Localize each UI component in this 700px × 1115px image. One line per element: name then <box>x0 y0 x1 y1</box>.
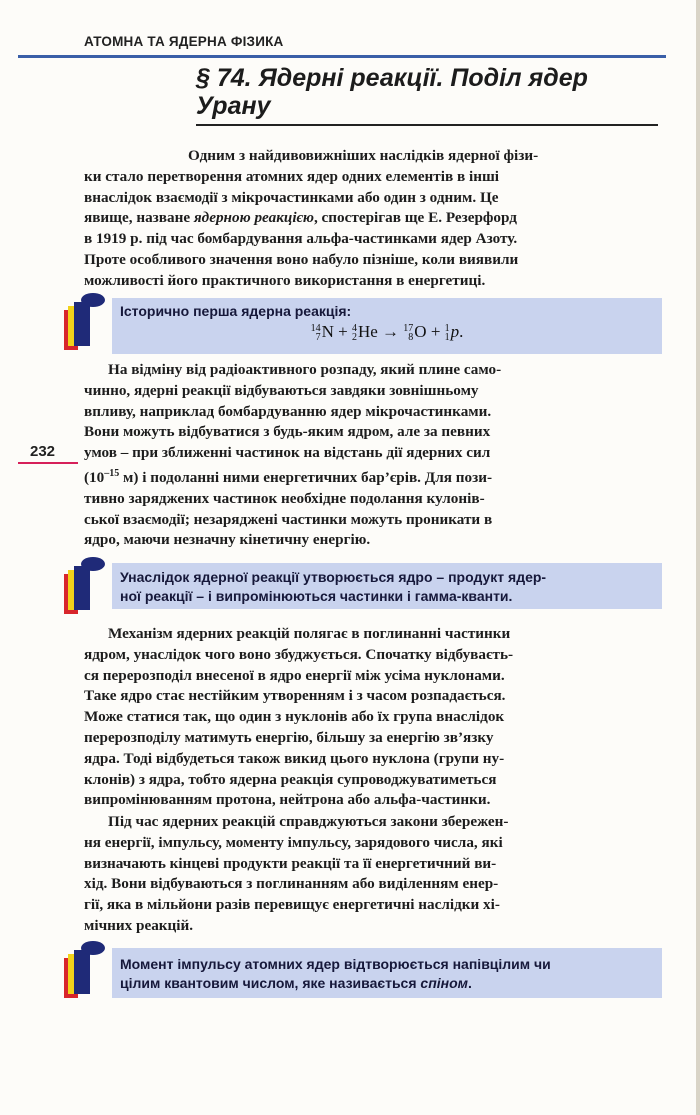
exponent: –15 <box>104 467 120 479</box>
section-title-line2: Урану <box>196 92 271 120</box>
text-line: Вони можуть відбуватися з будь-яким ядром, але за певних <box>84 423 491 441</box>
text-line: визначають кінцеві продукти реакції та її енергетичний ви- <box>84 854 497 872</box>
text-line: хід. Вони відбуваються з поглинанням або виділенням енер- <box>84 875 499 893</box>
text-line: ся перерозподіл внесеної в ядро енергії між усіма нуклонами. <box>84 666 505 684</box>
nitrogen-nuclide-indices: 14 7 <box>310 323 321 344</box>
proton-symbol: p <box>450 322 460 341</box>
term-spin: спіном <box>420 975 468 991</box>
text-line: Одним з найдивовижніших наслідків ядерної фізи- <box>188 147 539 164</box>
oxygen-nuclide-indices: 17 8 <box>403 323 414 344</box>
page-edge <box>696 0 700 1115</box>
text-line: Під час ядерних реакцій справджуються закони збережен- <box>108 813 509 830</box>
info-icon <box>60 940 106 1002</box>
helium-symbol: He <box>357 322 378 341</box>
term-nuclear-reaction: ядерною реакцією <box>193 209 314 227</box>
text-line: ської взаємодії; незаряджені частинки можуть проникати в <box>84 510 493 528</box>
text-line: гії, яка в мільйони разів перевищує енергетичні наслідки хі- <box>84 896 500 914</box>
page-number-rule <box>18 462 78 464</box>
oxygen-symbol: O <box>414 322 427 341</box>
text-line: ядром, унаслідок чого воно збуджується. Спочатку відбуваєть- <box>84 645 514 663</box>
plus-sign: + <box>430 322 441 341</box>
header-rule <box>18 55 666 58</box>
text-line: явище, назване <box>84 209 194 227</box>
text-line: На відміну від радіоактивного розпаду, який плине само- <box>108 361 502 378</box>
title-rule <box>196 124 658 126</box>
info-icon <box>60 292 106 354</box>
reaction-formula <box>120 322 654 342</box>
formula-period: . <box>459 322 464 341</box>
note-line: Унаслідок ядерної реакції утворюється ядро – продукт ядер- <box>120 569 547 585</box>
text-line: м) і подоланні ними енергетичних бар’єрів. Для пози- <box>119 469 493 487</box>
note-line: ної реакції – і випромінюються частинки і гамма-кванти. <box>120 588 513 604</box>
paragraph-mechanism <box>84 624 658 811</box>
text-line: умов – при зближенні частинок на відстань дії ядерних сил <box>84 444 491 462</box>
text-line: можливості його практичного використання в енергетиці. <box>84 271 486 289</box>
note-nuclear-spin <box>112 948 662 998</box>
note-heading: Історично перша ядерна реакція: <box>120 303 352 319</box>
note-line: Момент імпульсу атомних ядер відтворюється напівцілим чи <box>120 956 551 972</box>
page-number: 232 <box>30 443 56 460</box>
text-line: клонів) з ядра, тобто ядерна реакція супроводжуватиметься <box>84 770 497 788</box>
plus-sign: + <box>338 322 348 341</box>
paragraph-intro <box>84 146 658 292</box>
section-title <box>196 64 658 120</box>
section-title-line1: § 74. Ядерні реакції. Поділ ядер <box>196 64 588 92</box>
text-line: мічних реакцій. <box>84 916 194 934</box>
text-line: Таке ядро стає нестійким утворенням і з часом розпадається. <box>84 687 506 705</box>
text-line: перерозподілу матимуть енергію, більшу за енергію зв’язку <box>84 728 494 746</box>
note-reaction-products <box>112 563 662 609</box>
text-line: ки стало перетворення атомних ядер одних елементів в інші <box>84 167 500 185</box>
text-line: чинно, ядерні реакції відбуваються завдяки зовнішньому <box>84 381 479 399</box>
note-line: цілим квантовим числом, яке називається <box>120 975 421 991</box>
text-line: Проте особливого значення воно набуло пізніше, коли виявили <box>84 250 519 268</box>
proton-indices: 1 1 <box>444 323 450 344</box>
info-icon <box>60 556 106 618</box>
helium-nuclide-indices: 4 2 <box>351 323 357 344</box>
note-first-reaction <box>112 298 662 354</box>
text-line: Механізм ядерних реакцій полягає в поглинанні частинки <box>108 625 511 642</box>
text-line: випромінюванням протона, нейтрона або альфа-частинки. <box>84 791 491 809</box>
text-line: внаслідок взаємодії з мікрочастинками або один з одним. Це <box>84 188 499 206</box>
note-period: . <box>468 975 472 991</box>
text-line: впливу, наприклад бомбардуванню ядер мікрочастинками. <box>84 402 492 420</box>
text-line: в 1919 р. під час бомбардування альфа-частинками ядер Азоту. <box>84 230 518 248</box>
nitrogen-symbol: N <box>321 322 334 341</box>
text-line: , спостерігав ще Е. Резерфорд <box>313 209 517 227</box>
text-line: ядро, маючи незначну кінетичну енергію. <box>84 531 371 549</box>
running-head: АТОМНА ТА ЯДЕРНА ФІЗИКА <box>84 34 284 49</box>
text-line: (10 <box>84 469 105 487</box>
text-line: ядра. Тоді відбудеться також викид цього нуклона (групи ну- <box>84 749 505 767</box>
reaction-arrow: → <box>382 322 400 341</box>
paragraph-reaction-conditions <box>84 360 658 551</box>
text-line: тивно заряджених частинок необхідне подолання кулонів- <box>84 489 485 507</box>
paragraph-conservation-laws <box>84 812 658 937</box>
text-line: ня енергії, імпульсу, моменту імпульсу, зарядового числа, які <box>84 833 503 851</box>
text-line: Може статися так, що один з нуклонів або їх група внаслідок <box>84 708 505 726</box>
